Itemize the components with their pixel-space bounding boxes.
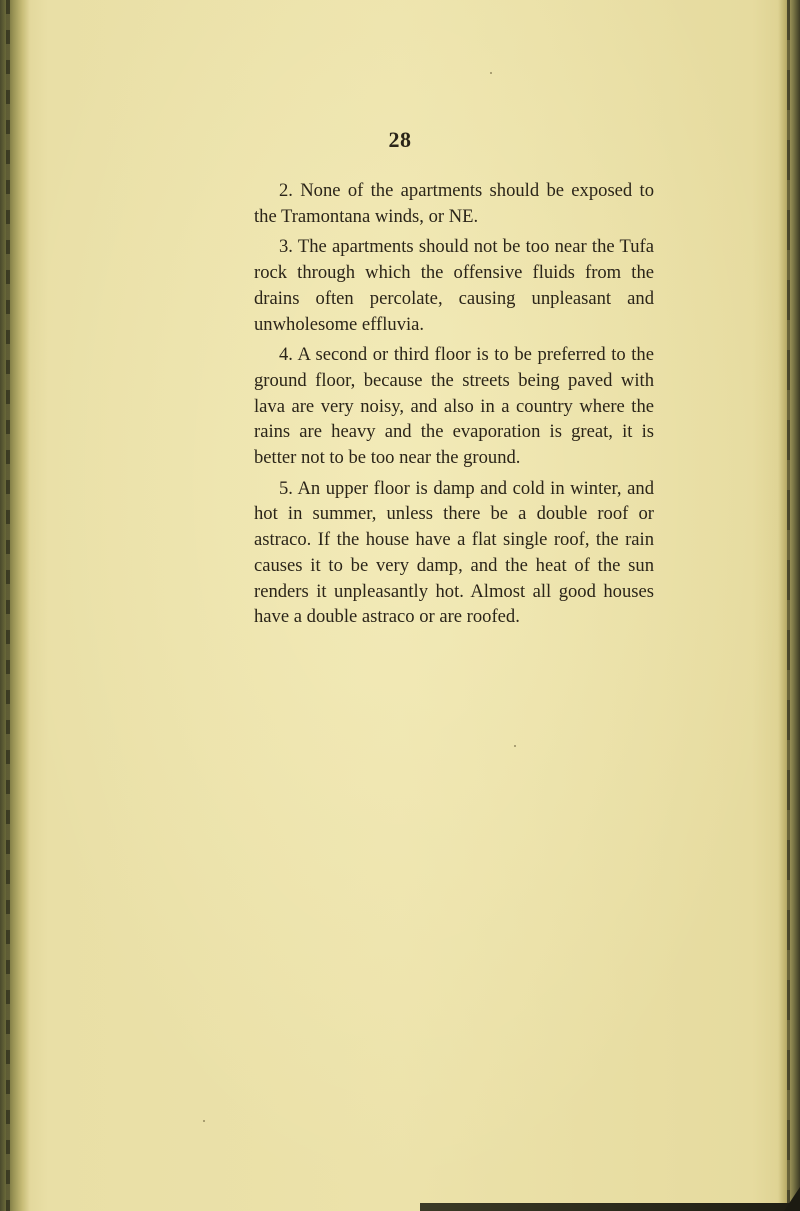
paragraph-2: 2. None of the apartments should be exposed to the Tramontana winds, or NE.: [254, 180, 654, 227]
page-corner: [784, 1187, 800, 1211]
binding-stitching: [6, 0, 10, 1211]
page-bottom-edge: [420, 1203, 792, 1211]
body-text: [254, 178, 654, 635]
paper-speck: [490, 72, 492, 74]
paper-speck: [203, 1120, 205, 1122]
paragraph-3: 3. The apartments should not be too near the Tufa rock through which the offensive fluids from the drains often percolate, causing unpleasant and unwholesome effluvia.: [254, 236, 654, 335]
page-edge-right: [778, 0, 800, 1211]
paper-speck: [514, 745, 516, 747]
paragraph-5: 5. An upper floor is damp and cold in winter, and hot in summer, unless there be a double roof or astraco. If the house have a flat single roof, the rain causes it to be very damp, and the heat of the sun renders it unpleasantly hot. Almost all good houses have a double astraco or are roofed.: [254, 477, 654, 628]
page-edge-shadow: [787, 0, 790, 1211]
paragraph-4: 4. A second or third floor is to be preferred to the ground floor, because the streets being paved with lava are very noisy, and also in a country where the rains are heavy and the evaporation is great, it is better not to be too near the ground.: [254, 344, 654, 469]
page-binding-edge-left: [0, 0, 30, 1211]
page-number: 28: [388, 127, 412, 152]
